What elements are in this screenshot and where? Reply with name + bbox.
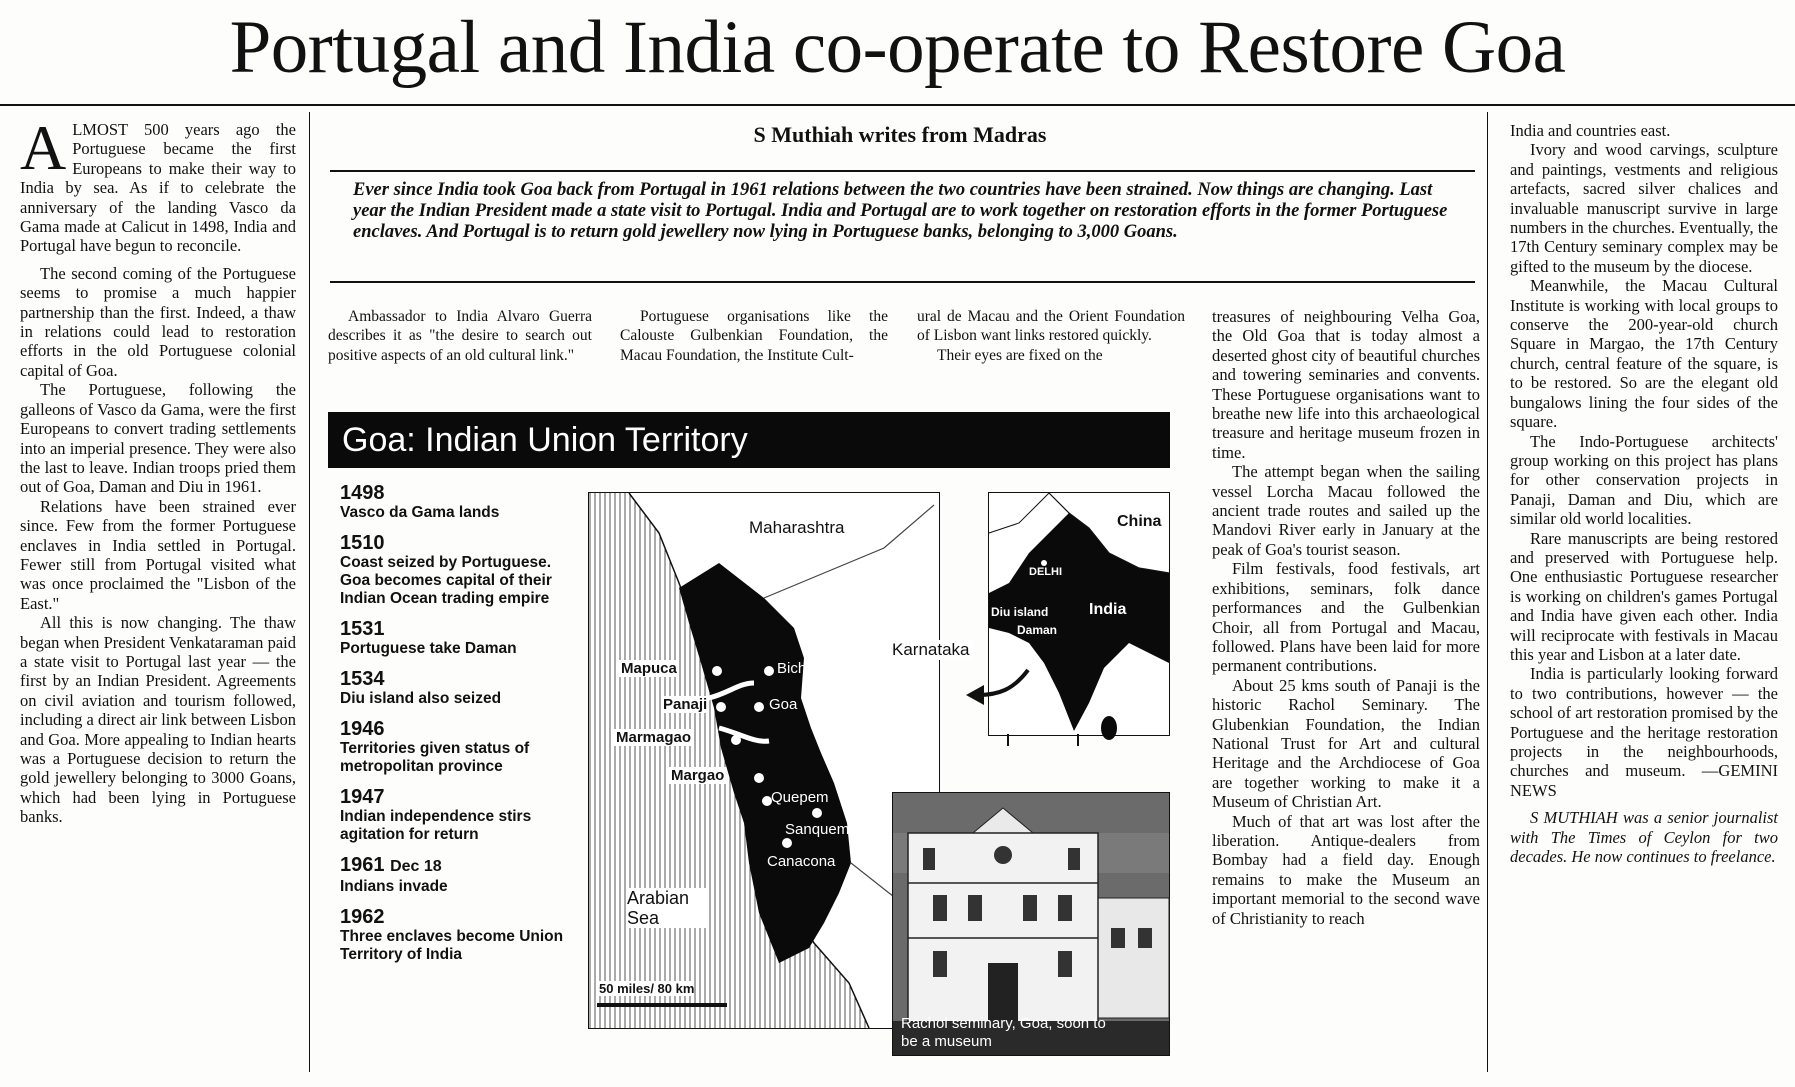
church-door xyxy=(988,963,1018,1023)
timeline-entry xyxy=(340,718,550,776)
label-maharashtra: Maharashtra xyxy=(749,518,845,537)
col1-para-3: The Portuguese, following the galleons of Vasco da Gama, were the first Europeans to convert trading settlements into an imperial presence. They were also the last to leave. Indian troops pried them out of Goa, Daman and Diu in 1961. xyxy=(20,380,296,497)
side-building xyxy=(1098,898,1169,1018)
seminary-photo xyxy=(892,792,1170,1056)
photo-caption: Rachol seminary, Goa, soon to be a museum xyxy=(901,1015,1106,1050)
standfirst: Ever since India took Goa back from Portugal in 1961 relations between the two countries have been strained. Now things are changing. Last year the Indian President made a state visit to Portugal. India and Portugal are to work together on restoration efforts in the former Portuguese enclaves. And Portugal is to return gold jewellery now lying in Portuguese banks, belonging to 3,000 Goans. xyxy=(353,180,1448,242)
label-panaji: Panaji xyxy=(663,696,708,713)
goa-map xyxy=(588,492,970,1029)
lead-caps: LMOST 500 years ago xyxy=(72,120,260,139)
sri-lanka xyxy=(1101,716,1117,740)
column-4 xyxy=(917,307,1185,365)
col6-para-3: The Indo-Portuguese architects' group working on this project has plans for other conservation projects in Panaji, Daman and Diu, which are similar old world localities. xyxy=(1510,431,1778,529)
col1-para-4: Relations have been strained ever since. Few from the former Portuguese enclaves in India settled in Portugal. Fewer still from Portugal visited what was once proclaimed the "Lisbon of the East." xyxy=(20,496,296,613)
col6-para-1: Ivory and wood carvings, sculpture and paintings, vestments and religious artefacts, sacred silver chalices and invaluable manuscript survive in large numbers in the churches. Eventually, the 17th Century seminary complex may be gifted to the museum by the diocese. xyxy=(1510,140,1778,276)
graphic-title: Goa: Indian Union Territory xyxy=(328,412,1170,468)
timeline-year-date: Dec 18 xyxy=(390,858,442,875)
label-karnataka: Karnataka xyxy=(889,640,973,660)
label-sea: Arabian Sea xyxy=(627,888,707,928)
timeline-year: 1962 xyxy=(340,906,385,928)
column-2: Ambassador to India Alvaro Guerra describes it as "the desire to search out positive aspects of an old cultural link." xyxy=(328,308,592,364)
col5-para-4: About 25 kms south of Panaji is the historic Rachol Seminary. The Glubenkian Foundation, the Indian National Trust for Art and cultural Heritage and the Archdiocese of Goa are together working to make it a Museum of Christian Art. xyxy=(1212,675,1480,812)
timeline-text: Coast seized by Portuguese. Goa becomes capital of their Indian Ocean trading empire xyxy=(340,554,552,607)
col6-para-0: India and countries east. xyxy=(1510,121,1671,140)
timeline-year: 1498 xyxy=(340,482,385,504)
timeline-text: Diu island also seized xyxy=(340,690,502,707)
timeline-text: Indians invade xyxy=(340,878,448,895)
town-dot xyxy=(782,838,792,848)
goa-map-drawing xyxy=(589,493,939,1028)
col5-para-5: Much of that art was lost after the liberation. Antique-dealers from Bombay had a field day. Enough remains to make the Museum an important memorial to the second wave of Christianity to reach xyxy=(1212,811,1480,928)
label-daman: Daman xyxy=(1017,623,1058,637)
timeline-text: Territories given status of metropolitan province xyxy=(340,740,530,775)
timeline-entry xyxy=(340,786,550,844)
label-bicholim: Bicholim xyxy=(777,660,834,677)
col4-para-2: Their eyes are fixed on the xyxy=(937,346,1103,364)
label-margao: Margao xyxy=(671,767,725,784)
column-3: Portuguese organisations like the Calouste Gulbenkian Foundation, the Macau Foundation, the Institute Cult- xyxy=(620,308,888,364)
column-rule-right xyxy=(1487,112,1488,1072)
town-dot xyxy=(812,808,822,818)
timeline-text: Vasco da Gama lands xyxy=(340,504,500,521)
col6-para-2: Meanwhile, the Macau Cultural Institute is working with local groups to conserve the 200-year-old church Square in Margao, the 17th Century church, central feature of the square, is to be restored. So are the elegant old bungalows lining the four sides of the square. xyxy=(1510,276,1778,432)
timeline-year: 1947 xyxy=(340,786,385,808)
goa-graphic xyxy=(328,410,1170,1070)
label-quepem: Quepem xyxy=(771,789,829,806)
timeline-text: Indian independence stirs agitation for return xyxy=(340,808,532,843)
standfirst-rule-bottom xyxy=(330,281,1475,283)
column-1 xyxy=(20,112,297,827)
column-6 xyxy=(1510,121,1778,866)
inset-border xyxy=(989,493,1049,533)
label-marmagao: Marmagao xyxy=(616,729,692,746)
town-dot xyxy=(712,666,722,676)
town-dot xyxy=(731,735,741,745)
col5-para-1: treasures of neighbouring Velha Goa, the Old Goa that is today almost a deserted ghost city of beautiful churches and towering seminaries and convents. These Portuguese organisations want to breathe new life into this archaeological treasure and heritage museum frozen in time. xyxy=(1212,307,1480,462)
col6-para-4: Rare manuscripts are being restored and preserved with Portuguese help. One enthusiastic Portuguese researcher is working on children's games Portugal and India have given each other. India will reciprocate with festivals in Macau this year and Lisbon at a later date. xyxy=(1510,528,1778,664)
timeline-year: 1946 xyxy=(340,718,385,740)
town-dot xyxy=(764,666,774,676)
timeline-year: 1510 xyxy=(340,532,385,554)
label-china: China xyxy=(1117,513,1162,530)
rose-window xyxy=(994,846,1012,864)
col5-para-2: The attempt began when the sailing vessel Lorcha Macau followed the ancient trade routes and sailed up the Mandovi River early in January at the peak of Goa's tourist season. xyxy=(1212,462,1480,559)
byline: S Muthiah writes from Madras xyxy=(753,122,1047,147)
timeline-text: Three enclaves become Union Territory of India xyxy=(340,928,564,963)
column-rule-left xyxy=(309,112,310,1072)
pointer-arrow xyxy=(958,660,1038,710)
timeline-text: Portuguese take Daman xyxy=(340,640,517,657)
drop-cap: A xyxy=(20,112,67,183)
town-dot xyxy=(754,773,764,783)
col1-para-2: The second coming of the Portuguese seems to promise a much happier partnership than the first. Indeed, a thaw in relations could lead to restoration efforts in the old Portuguese colonial capital of Goa. xyxy=(20,263,296,380)
timeline-year-number: 1961 xyxy=(340,854,385,876)
timeline-entry xyxy=(340,906,580,964)
label-delhi: DELHI xyxy=(1029,566,1062,578)
col6-para-5: India is particularly looking forward to two contributions, however — the school of art restoration promised by the Portuguese and the heritage restoration projects in the neighbourhoods, churches and museum. —GEMINI NEWS xyxy=(1510,664,1778,800)
column-5 xyxy=(1212,307,1480,928)
town-dot xyxy=(716,702,726,712)
label-scale: 50 miles/ 80 km xyxy=(599,981,695,996)
timeline-year: 1534 xyxy=(340,668,385,690)
timeline-year: 1531 xyxy=(340,618,385,640)
label-india: India xyxy=(1089,601,1127,618)
standfirst-rule-top xyxy=(330,170,1475,172)
scale-bar xyxy=(597,1003,727,1007)
col4-para-1: ural de Macau and the Orient Foundation of Lisbon want links restored quickly. xyxy=(917,308,1185,345)
col1-para-1: the Portuguese became the first Europeans to make their way to India by sea. As if to celebrate the anniversary of the landing Vasco da Gama made at Calicut in 1498, India and Portugal have begun to reconcile. xyxy=(20,120,297,256)
headline: Portugal and India co-operate to Restore Goa xyxy=(229,6,1566,89)
label-mapuca: Mapuca xyxy=(621,660,677,677)
label-diu: Diu island xyxy=(991,605,1049,619)
col5-para-3: Film festivals, food festivals, art exhibitions, seminars, folk dance performances and the Gulbenkian Choir, all from Portugal and Macau, followed. Plans have been laid for more permanent contributions. xyxy=(1212,559,1480,676)
inset-connector xyxy=(998,734,1088,749)
label-goa: Goa xyxy=(769,696,798,713)
headline-rule xyxy=(0,104,1795,106)
town-dot xyxy=(754,702,764,712)
author-note: S MUTHIAH was a senior journalist with The Times of Ceylon for two decades. He now continues to freelance. xyxy=(1510,808,1778,867)
col1-para-5: All this is now changing. The thaw began when President Venkataraman paid a state visit to Portugal last year — the first by an Indian President. Agreements on civil aviation and tourism followed, including a direct air link between Lisbon and Goa. More appealing to Indian hearts was a Portuguese decision to return the gold jewellery belonging to 3000 Goans, which had been lying in Portuguese banks. xyxy=(20,613,296,827)
timeline-entry xyxy=(340,532,578,608)
label-sanquem: Sanquem xyxy=(785,821,850,838)
label-canacona: Canacona xyxy=(767,853,836,870)
